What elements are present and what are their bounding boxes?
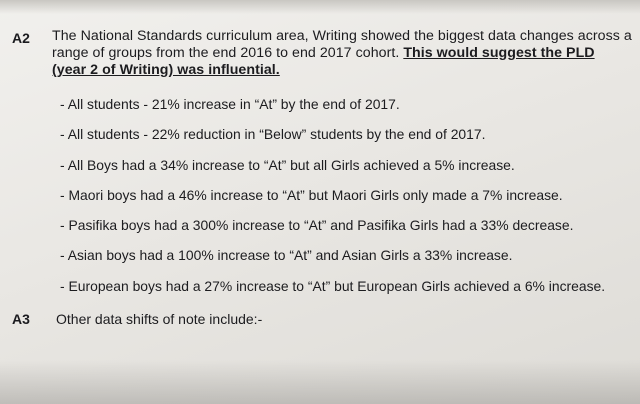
finding-item: - Pasifika boys had a 300% increase to “At” and Pasifika Girls had a 33% decrease. <box>60 217 574 234</box>
page-bottom-shadow <box>0 360 640 404</box>
intro-emphasis: This would suggest the PLD (year 2 of Writing) was influential. <box>52 45 595 78</box>
finding-item: - All Boys had a 34% increase to “At” but all Girls achieved a 5% increase. <box>60 156 515 173</box>
findings-list <box>60 96 605 308</box>
section-a3-label: A3 <box>12 311 30 327</box>
finding-item: - All students - 21% increase in “At” by the end of 2017. <box>60 96 400 112</box>
finding-item: - Maori boys had a 46% increase to “At” but Maori Girls only made a 7% increase. <box>60 186 563 203</box>
finding-item: - European boys had a 27% increase to “At” but European Girls achieved a 6% increase. <box>60 277 606 294</box>
intro-text: The National Standards curriculum area, Writing showed the biggest data changes across a range of groups from the end 2016 to end 2017 cohort. <box>52 28 632 61</box>
section-a2-intro <box>52 28 632 79</box>
finding-item: - All students - 22% reduction in “Below” students by the end of 2017. <box>60 126 486 143</box>
finding-item: - Asian boys had a 100% increase to “At” and Asian Girls a 33% increase. <box>60 247 513 264</box>
section-a3-text: Other data shifts of note include:- <box>56 311 263 327</box>
section-a2-label: A2 <box>12 30 30 46</box>
page-top-shadow <box>0 0 640 14</box>
